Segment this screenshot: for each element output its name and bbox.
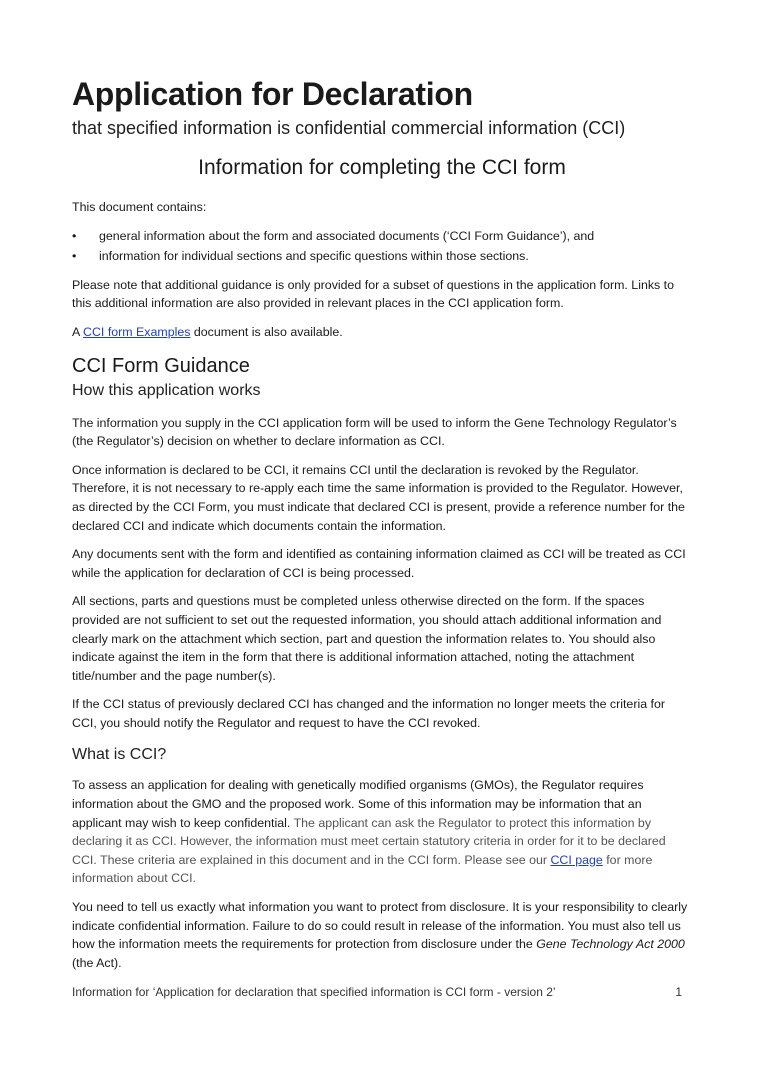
- cci-page-link[interactable]: CCI page: [550, 852, 603, 867]
- paragraph-4: All sections, parts and questions must be completed unless otherwise directed on the form. If the spaces provided are not sufficient to set out the requested information, you should attach additional information and clearly mark on the attachment which section, part and question the information relates to. You should also indicate against the item in the form that there is additional information attached, noting the attachment title/number and the page number(s).: [72, 594, 662, 683]
- subheading-how-it-works: How this application works: [72, 381, 261, 399]
- list-item-text: information for individual sections and specific questions within those sections.: [99, 249, 529, 264]
- cci-form-examples-link[interactable]: CCI form Examples: [83, 324, 191, 339]
- paragraph-3: Any documents sent with the form and identified as containing information claimed as CCI will be treated as CCI while the application for declaration of CCI is being processed.: [72, 547, 686, 580]
- paragraph-1: The information you supply in the CCI application form will be used to inform the Gene Technology Regulator’s (the Regulator’s) decision on whether to declare information as CCI.: [72, 415, 677, 449]
- section-heading: CCI Form Guidance: [72, 354, 250, 377]
- footer-text: Information for ‘Application for declaration that specified information is CCI form - version 2’: [72, 985, 556, 999]
- paragraph-2: Once information is declared to be CCI, it remains CCI until the declaration is revoked by the Regulator. Therefore, it is not necessary to re-apply each time the same information is provided to the Regulator. However, as directed by the CCI Form, you must indicate that declared CCI is present, provide a reference number for the declared CCI and indicate which documents contain the information.: [72, 462, 685, 533]
- examples-prefix: A: [72, 324, 84, 339]
- subheading-what-is-cci: What is CCI?: [72, 746, 167, 764]
- examples-paragraph: [72, 323, 692, 342]
- list-item-text: general information about the form and associated documents (‘CCI Form Guidance’), and: [99, 228, 595, 243]
- document-title: Application for Declaration: [72, 76, 473, 112]
- p6-part1: To assess an application for dealing with genetically modified organisms (GMOs), the Regulator requires information about the GMO and the proposed work. Some of this information may be information that an applicant may wish to keep confidential.: [72, 778, 644, 830]
- intro-text: This document contains:: [72, 200, 207, 214]
- guidance-heading: Information for completing the CCI form: [198, 156, 566, 179]
- document-subtitle: that specified information is confidential commercial information (CCI): [72, 118, 626, 138]
- p6-part2: The applicant can ask the Regulator to protect this information by declaring it as CCI. However, the information must meet certain statutory criteria in order for it to be declared CCI. These criteria are explained in this document and in the CCI form. Please see our: [72, 815, 666, 867]
- list-item: [72, 227, 692, 246]
- page-content: [72, 74, 692, 982]
- contents-list: [72, 227, 692, 266]
- paragraph-7: [72, 898, 692, 972]
- note-paragraph: Please note that additional guidance is only provided for a subset of questions in the application form. Links to this additional information are also provided in relevant places in the CCI application form.: [72, 277, 675, 311]
- examples-suffix: document is also available.: [190, 324, 343, 339]
- paragraph-5: If the CCI status of previously declared CCI has changed and the information no longer meets the criteria for CCI, you should notify the Regulator and request to have the CCI revoked.: [72, 697, 665, 730]
- act-name: Gene Technology Act 2000: [536, 937, 685, 952]
- list-item: [72, 247, 692, 266]
- page-number: 1: [675, 985, 682, 999]
- page-footer: [72, 985, 682, 999]
- bullet-icon: •: [72, 228, 77, 243]
- bullet-icon: •: [72, 249, 77, 264]
- p6-part3: for more information about CCI.: [72, 852, 653, 886]
- paragraph-6: [72, 776, 692, 888]
- p7-part2: (the Act).: [72, 955, 122, 970]
- p7-part1: You need to tell us exactly what information you want to protect from disclosure. It is your responsibility to clearly indicate confidential information. Failure to do so could result in release of the information. You must also tell us how the information meets the requirements for protection from disclosure under the: [72, 900, 688, 952]
